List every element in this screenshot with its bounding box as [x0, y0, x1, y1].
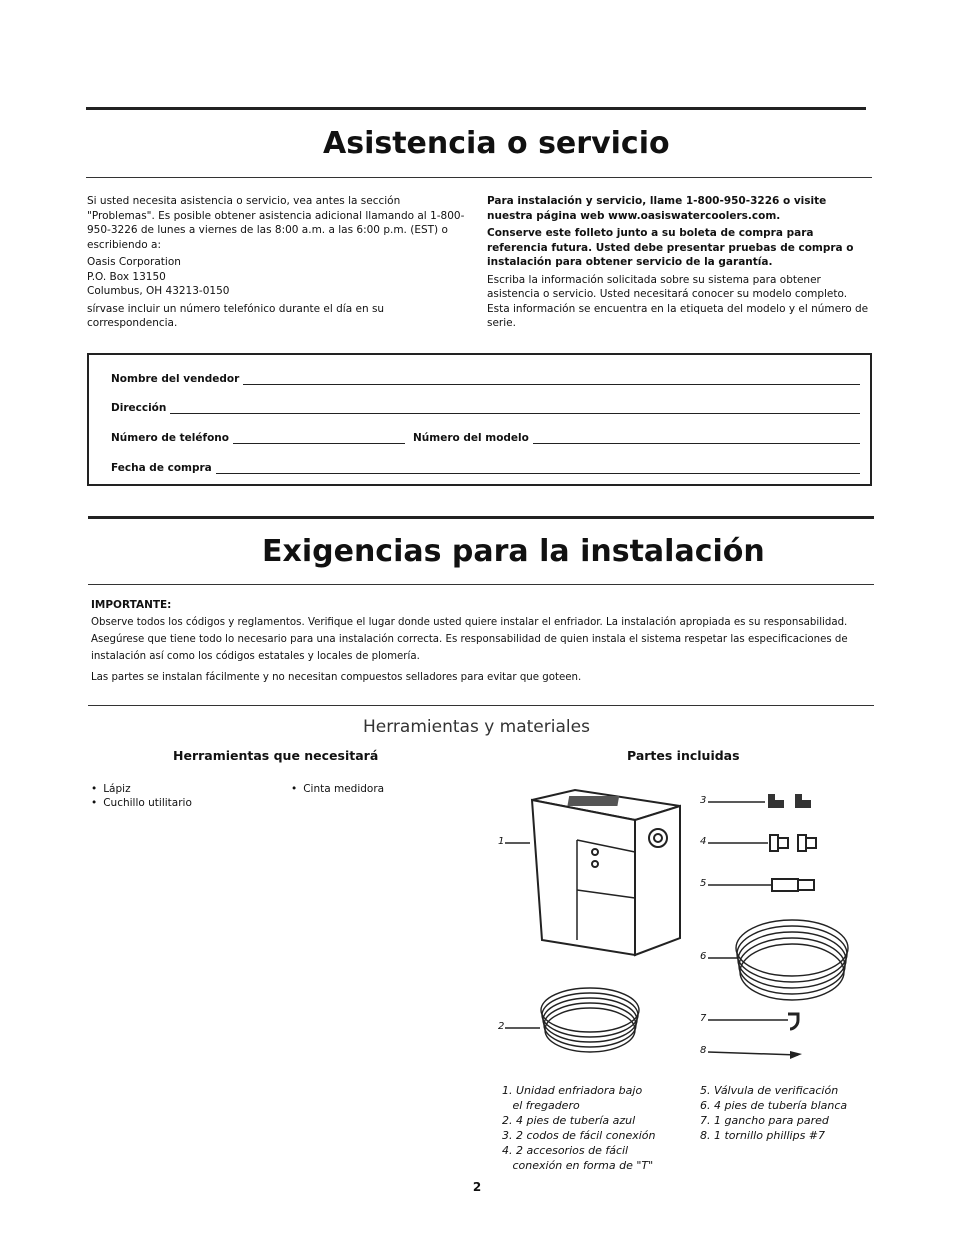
- page-number: 2: [472, 1180, 482, 1194]
- assist-right-p3: Escriba la información solicitada sobre su sistema para obtener asistencia o servicio. Usted necesitará conocer su modelo completo. Esta información se encuentra en la etiqueta del modelo y el número de serie.: [487, 273, 869, 329]
- part-label-3: 3: [700, 795, 707, 806]
- phone-model-row: [111, 428, 860, 444]
- assist-title: Asistencia o servicio: [323, 126, 670, 161]
- part-label-5: 5: [700, 878, 707, 889]
- wall-hook: [788, 1014, 798, 1029]
- assist-left-p1: Si usted necesita asistencia o servicio, vea antes la sección "Problemas". Es posible obtener asistencia adicional llamando al 1-800-950-3226 de lunes a viernes de las 8:00 a.m. a las 6:00 p.m. (EST) o escribiendo a:: [87, 195, 465, 251]
- address-line-2: P.O. Box 13150: [87, 270, 166, 283]
- part-label-7: 7: [700, 1013, 707, 1024]
- tool-item: • Lápiz: [91, 782, 192, 796]
- top-rule: [86, 107, 866, 110]
- phone-label: Número de teléfono: [111, 432, 229, 444]
- tool-item: • Cuchillo utilitario: [91, 796, 192, 810]
- purchase-info-form: [87, 353, 872, 486]
- tools-list-col1: [91, 782, 192, 810]
- address-field[interactable]: [170, 404, 860, 414]
- assist-right-column: [487, 194, 872, 334]
- part-label-1: 1: [498, 836, 505, 847]
- legend-item: 2. 4 pies de tubería azul: [502, 1114, 636, 1127]
- parts-legend-left: [502, 1083, 656, 1173]
- address-label: Dirección: [111, 402, 167, 414]
- date-field[interactable]: [216, 464, 860, 474]
- assist-title-rule: [86, 177, 872, 178]
- tools-needed-head: Herramientas que necesitará: [173, 748, 379, 763]
- legend-item: 8. 1 tornillo phillips #7: [700, 1129, 826, 1142]
- vendor-row: [111, 369, 860, 385]
- legend-item: 7. 1 gancho para pared: [700, 1114, 829, 1127]
- legend-item: 4. 2 accesorios de fácil: [502, 1144, 629, 1157]
- tools-subhead: Herramientas y materiales: [363, 717, 590, 737]
- date-label: Fecha de compra: [111, 462, 212, 474]
- white-tubing-coil: [736, 920, 848, 1000]
- blue-tubing-coil: [541, 988, 639, 1052]
- legend-item: conexión en forma de "T": [502, 1159, 654, 1172]
- assist-right-p2: Conserve este folleto junto a su boleta de compra para referencia futura. Usted debe presentar pruebas de compra o instalación para obtener servicio de la garantía.: [487, 227, 854, 268]
- legend-item: 5. Válvula de verificación: [700, 1084, 839, 1097]
- vendor-field[interactable]: [243, 375, 860, 385]
- part-label-4: 4: [700, 836, 707, 847]
- install-top-rule: [88, 516, 874, 519]
- assist-right-p1: Para instalación y servicio, llame 1-800-950-3226 o visite nuestra página web www.oasiswatercoolers.com.: [487, 195, 827, 222]
- vendor-label: Nombre del vendedor: [111, 373, 240, 385]
- address-line-1: Oasis Corporation: [87, 256, 181, 268]
- install-bottom-rule: [88, 705, 874, 706]
- install-p1: Observe todos los códigos y reglamentos. Verifique el lugar donde usted quiere instalar el enfriador. La instalación apropiada es su responsabilidad. Asegúrese que tiene todo lo necesario para una instalación correcta. Es responsabilidad de quien instala el sistema respetar las especificaciones de instalación así como los códigos estatales y locales de plomería.: [91, 617, 848, 662]
- parts-illustration: [490, 780, 870, 1080]
- date-row: [111, 458, 860, 474]
- tool-item: • Cinta medidora: [291, 782, 384, 796]
- legend-item: 6. 4 pies de tubería blanca: [700, 1099, 848, 1112]
- parts-legend-right: [700, 1083, 847, 1143]
- tools-list-col2: [291, 782, 384, 796]
- address-row: [111, 398, 860, 414]
- assist-left-column: [87, 194, 467, 334]
- part-label-2: 2: [498, 1021, 505, 1032]
- address-line-3: Columbus, OH 43213-0150: [87, 285, 230, 297]
- parts-included-head: Partes incluidas: [627, 748, 740, 763]
- phone-field[interactable]: [233, 434, 405, 444]
- legend-item: 1. Unidad enfriadora bajo: [502, 1084, 643, 1097]
- assist-left-p2: sírvase incluir un número telefónico durante el día en su correspondencia.: [87, 302, 385, 329]
- install-text: [91, 597, 871, 686]
- tee-fittings: [770, 835, 816, 851]
- legend-item: el fregadero: [502, 1099, 580, 1112]
- part-label-6: 6: [700, 951, 707, 962]
- legend-item: 3. 2 codos de fácil conexión: [502, 1129, 656, 1142]
- model-label: Número del modelo: [413, 432, 529, 444]
- part-label-8: 8: [700, 1045, 707, 1056]
- chiller-unit-illustration: [532, 790, 680, 955]
- important-label: IMPORTANTE:: [91, 599, 172, 611]
- phillips-screw: [790, 1051, 802, 1059]
- elbow-fittings: [768, 794, 811, 808]
- model-field[interactable]: [533, 434, 860, 444]
- install-p2: Las partes se instalan fácilmente y no necesitan compuestos selladores para evitar que goteen.: [91, 672, 582, 683]
- install-title: Exigencias para la instalación: [262, 534, 765, 569]
- install-title-rule: [88, 584, 874, 585]
- callout-line-8: [708, 1052, 798, 1055]
- check-valve: [772, 879, 814, 891]
